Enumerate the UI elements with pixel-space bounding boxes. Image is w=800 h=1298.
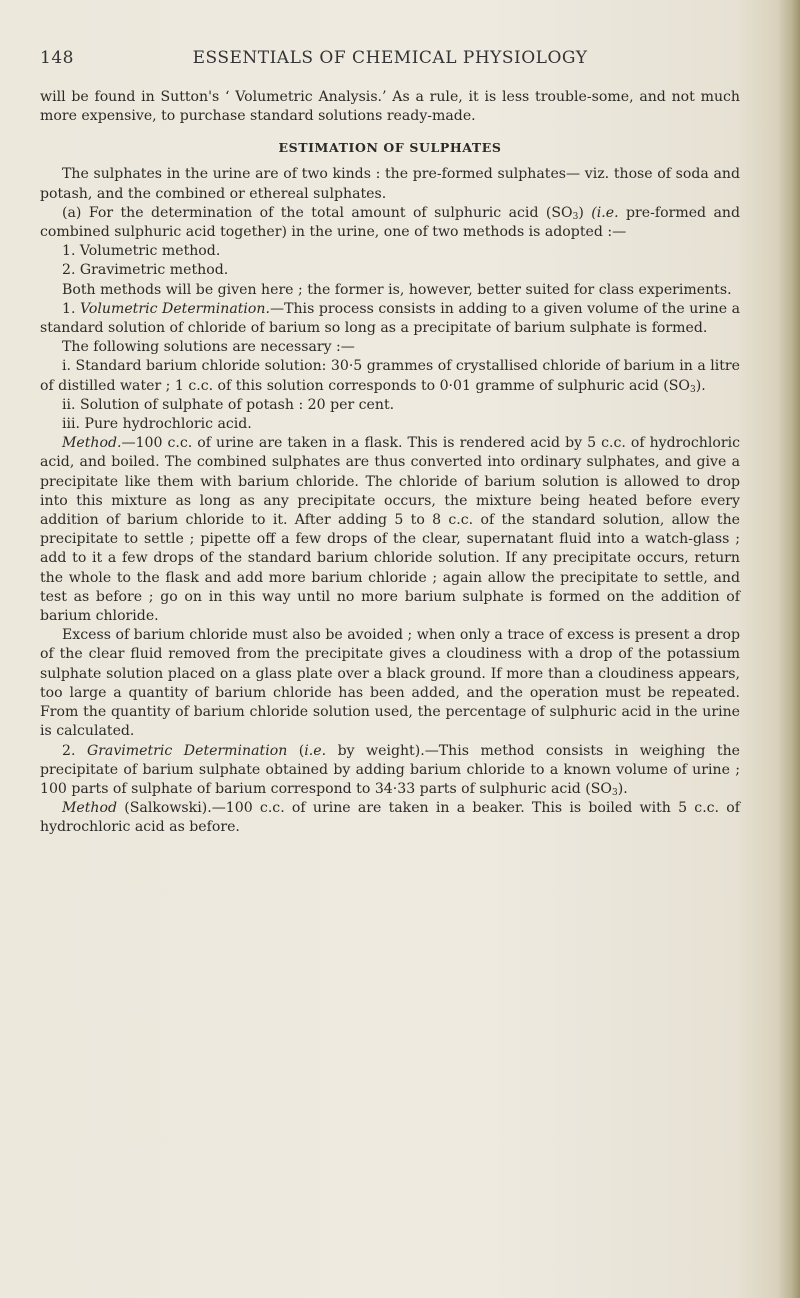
subscript: 3 [612,787,618,798]
text-run: —100 c.c. of urine are taken in a flask. This is rendered acid by 5 c.c. of hydrochloric acid, and boiled. The combined sulphates are thus converted into ordinary sulphates, and give a precipitate like them with barium chloride. The chloride of barium solution is allowed to drop into this mixture as long as any precipitate occurs, the mixture being heated before every addition of barium chloride to it. After adding 5 to 8 c.c. of the standard solution, allow the precipitate to settle ; pipette off a few drops of the clear, supernatant fluid into a watch-glass ; add to it a few drops of the standard barium chloride solution. If any precipitate occurs, return the whole to the flask and add more barium chloride ; again allow the precipitate to settle, and test as before ; go on in this way until no more barium sulphate is formed on the addition of barium chloride. [40,435,740,625]
text-run: (a) For the determination of the total amount of sulphuric acid (SO [62,204,573,221]
text-run: 2. [62,742,87,759]
page-number: 148 [40,48,74,68]
text-run: ) [578,204,592,221]
text-run: i. Standard barium chloride solution: 30·5 grammes of crystallised chloride of barium in a litre of distilled water ; 1 c.c. of this solution corresponds to 0·01 gramme of sulphuric acid (SO [40,358,740,394]
italic-run: (i.e. [591,204,619,221]
paragraph-excess: Excess of barium chloride must also be avoided ; when only a trace of excess is present a drop of the clear fluid removed from the precipitate gives a cloudiness with a drop of the potassium sulphate solution placed on a glass plate over a black ground. If more than a cloudiness appears, too large a quantity of barium chloride has been added, and the operation must be repeated. From the quantity of barium chloride solution used, the percentage of sulphuric acid in the urine is calculated. [40,627,740,740]
running-title: ESSENTIALS OF CHEMICAL PHYSIOLOGY [192,48,588,68]
text-run: ). [695,377,706,394]
paragraph-gravimetric [40,742,740,800]
text-run: (Salkowski).—100 c.c. of urine are taken in a beaker. This is boiled with 5 c.c. of hydrochloric acid as before. [40,800,740,836]
italic-run: Gravimetric Determination [86,742,288,759]
paragraph-gravimetric-method [40,799,740,837]
paragraph-solutions-needed: The following solutions are necessary :— [62,339,355,356]
paragraph-sulphate-kinds: The sulphates in the urine are of two kinds : the pre-formed sulphates— viz. those of soda and potash, and the combined or ethereal sulphates. [40,166,740,202]
subscript: 3 [572,211,579,222]
text-run: pre-formed and combined sulphuric acid together) in the urine, one of two methods is adopted :— [40,204,740,241]
paragraph-volumetric [40,300,740,338]
intro-paragraph: will be found in Sutton's ‘ Volumetric Analysis.’ As a rule, it is less trouble-some, and not much more expensive, to purchase standard solutions ready-made. [40,89,740,125]
italic-run: Method. [62,435,122,452]
italic-run: Method [62,800,118,817]
text-run: ( [287,742,305,759]
method-list-item-2: 2. Gravimetric method. [62,262,229,279]
text-run: by weight).—This method consists in weighing the precipitate of barium sulphate obtained by adding barium chloride to a known volume of urine ; 100 parts of sulphate of barium correspond to 34·33 parts of sulphuric acid (SO [40,742,740,797]
paragraph-total-determination [40,204,740,242]
solution-item-2: ii. Solution of sulphate of potash : 20 per cent. [62,396,395,413]
running-header [40,48,740,68]
method-list-item-1: 1. Volumetric method. [62,243,221,260]
page-content [40,48,740,838]
paragraph-both-methods: Both methods will be given here ; the former is, however, better suited for class experiments. [62,281,732,298]
text-run: ). [617,780,628,797]
text-run: 1. [62,300,81,317]
italic-run: i.e. [304,742,327,759]
solution-item-1 [40,357,740,395]
text-run: —This process consists in adding to a given volume of the urine a standard solution of chloride of barium so long as a precipitate of barium sulphate is formed. [40,300,740,337]
subscript: 3 [689,384,696,395]
paragraph-volumetric-method [40,434,740,626]
section-heading: ESTIMATION OF SULPHATES [278,140,502,156]
italic-run: Volumetric Determination. [80,300,270,317]
solution-item-3: iii. Pure hydrochloric acid. [62,416,252,433]
page-edge-shadow [778,0,800,1298]
